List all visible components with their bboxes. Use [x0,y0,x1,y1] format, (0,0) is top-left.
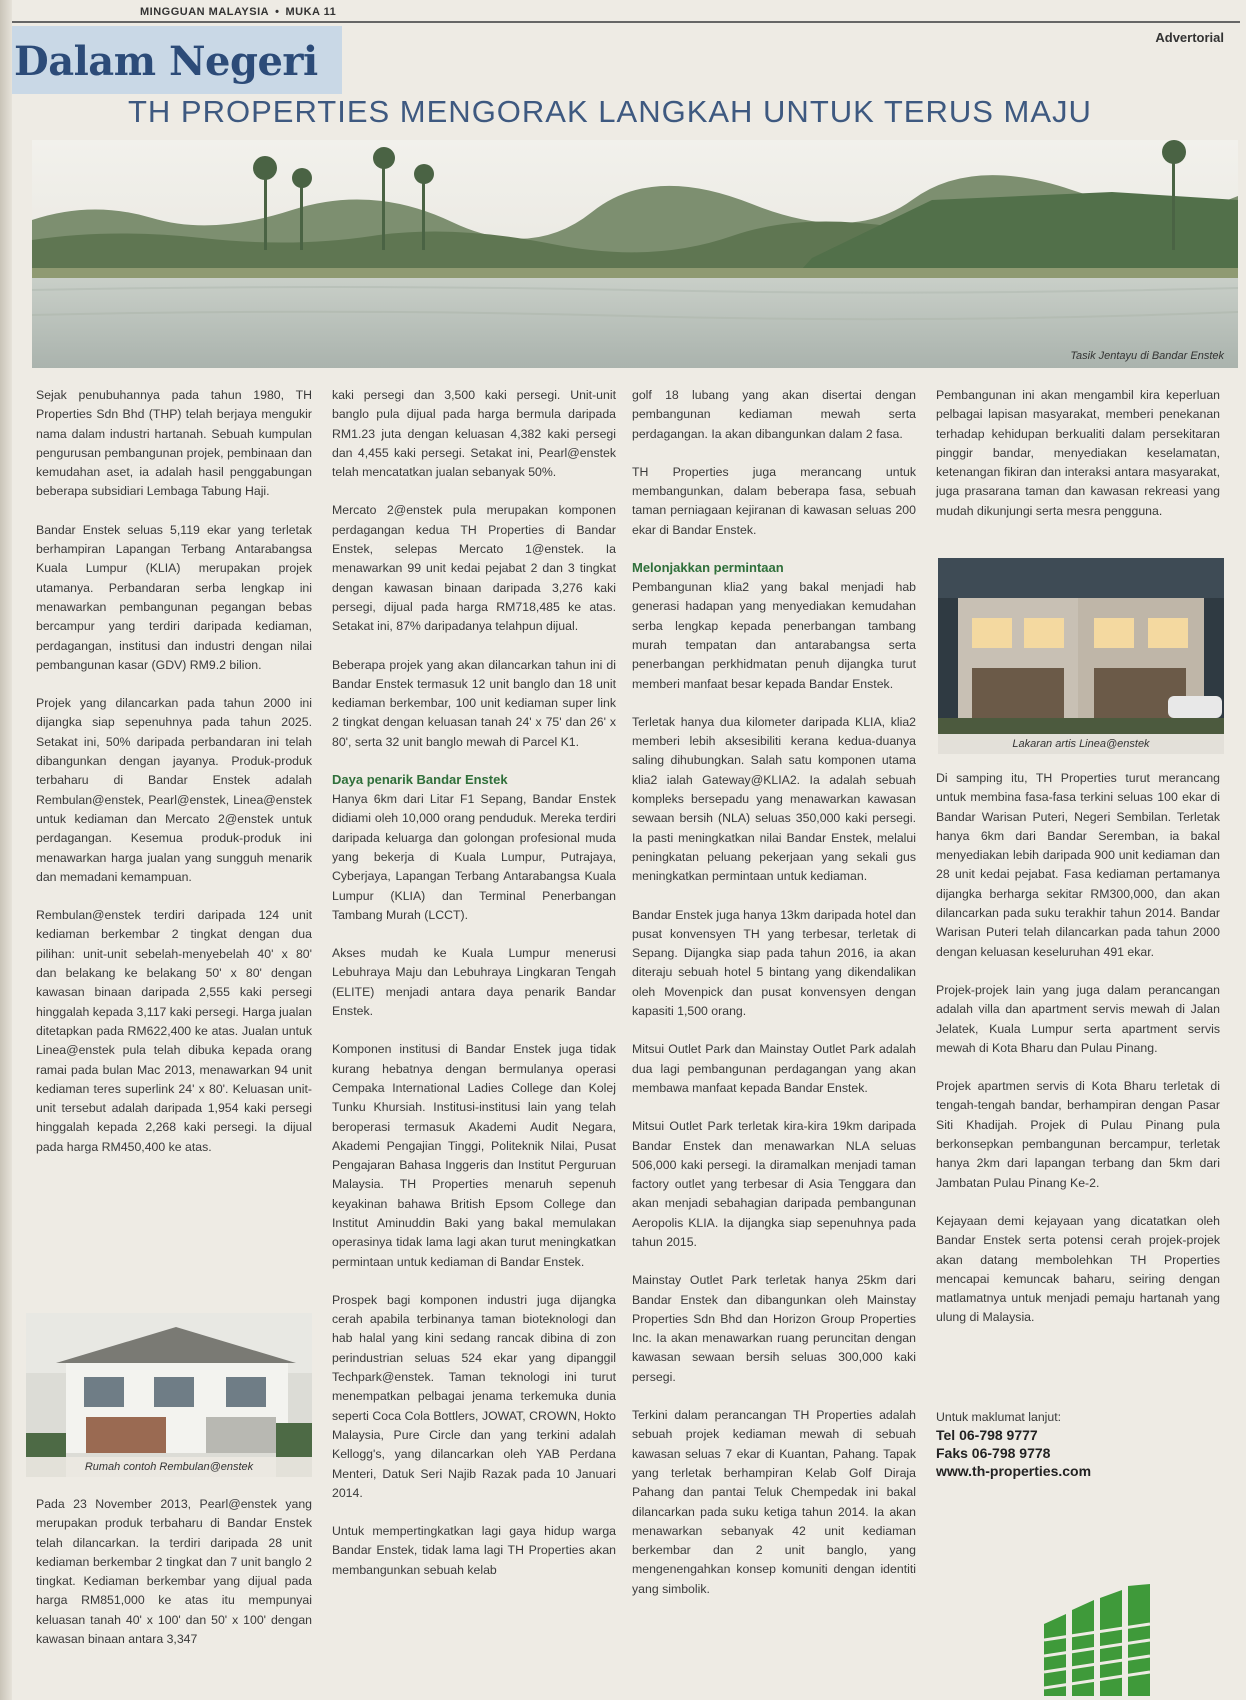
rembulan-house-photo [26,1313,312,1477]
paragraph: Prospek bagi komponen industri juga dijangka cerah apabila terbinanya taman bioteknologi dan hab halal yang kini sedang rancak dibina di zon perindustrian seluas 524 ekar yang dipanggil Techpark@enstek. Taman teknologi ini turut menempatkan pelbagai jenama terkemuka dunia seperti Coca Cola Bottlers, JOWAT, CROWN, Hokto Malaysia, Pure Circle dan yang terkini adalah Kellogg's, yang dilancarkan oleh YAB Perdana Menteri, Datuk Seri Najib Razak pada 10 Januari 2014. [332,1292,616,1500]
website-link[interactable]: www.th-properties.com [936,1463,1092,1479]
page-number: MUKA 11 [285,6,337,18]
paragraph: Projek-projek lain yang juga dalam perancangan adalah villa dan apartment servis mewah di Jalan Jelatek, Kuala Lumpur serta apartment servis mewah di Kota Bharu dan Pulau Pinang. [936,982,1220,1055]
masthead: MINGGUAN MALAYSIA • MUKA 11 [140,6,337,18]
article-column-1-continued [36,1495,312,1668]
paragraph: Mainstay Outlet Park terletak hanya 25km dari Bandar Enstek dan dibangunkan oleh Mainstay Properties Sdn Bhd dan Horizon Group Properties Inc. Ia akan menawarkan ruang peruncitan dengan kawasan sewaan bersih seluas 300,000 kaki persegi. [632,1273,916,1384]
publication-name: MINGGUAN MALAYSIA [140,6,270,18]
paragraph: Hanya 6km dari Litar F1 Sepang, Bandar Enstek didiami oleh 10,000 orang penduduk. Mereka terdiri daripada keluarga dan golongan profesional muda yang bekerja di Kuala Lumpur, Putrajaya, Cyberjaya, Lapangan Terbang Antarabangsa Kuala Lumpur (KLIA) dan Terminal Penerbangan Tambang Murah (LCCT). [332,792,616,922]
page-fold-shadow [0,0,12,1700]
hero-photo [32,140,1238,368]
paragraph: Akses mudah ke Kuala Lumpur menerusi Lebuhraya Maju dan Lebuhraya Lingkaran Tengah (ELITE) menjadi antara daya penarik Bandar Enstek. [332,946,616,1019]
article-column-4-continued [936,769,1220,1347]
paragraph: Terletak hanya dua kilometer daripada KLIA, klia2 memberi lebih aksesibiliti kerana kedua-duanya saling dihubungkan. Salah satu komponen utama klia2 ialah Gateway@KLIA2. Ia adalah sebuah kompleks bersepadu yang menawarkan kawasan sewaan bersih (NLA) seluas 350,000 kaki persegi. Ia pasti meningkatkan nilai Bandar Enstek, melalui peningkatan peluang pekerjaan yang sekali gus meningkatkan permintaan untuk kediaman. [632,714,916,884]
paragraph: Untuk mempertingkatkan lagi gaya hidup warga Bandar Enstek, tidak lama lagi TH Properties akan membangunkan sebuah kelab [332,1524,616,1577]
paragraph: TH Properties juga merancang untuk membangunkan, dalam beberapa fasa, sebuah taman perniagaan kejiranan di kawasan seluas 200 ekar di Bandar Enstek. [632,464,916,537]
paragraph: Mercato 2@enstek pula merupakan komponen perdagangan kedua TH Properties di Bandar Enstek, selepas Mercato 1@enstek. Ia menawarkan 99 unit kedai pejabat 2 dan 3 tingkat dengan kawasan binaan daripada 3,276 kaki persegi, dijual pada harga RM718,485 ke atas. Setakat ini, 87% daripadanya telahpun dijual. [332,503,616,634]
townhouse-image [938,558,1224,754]
article-column-3 [632,386,916,1618]
article-column-4 [936,386,1220,540]
paragraph: Di samping itu, TH Properties turut merancang untuk membina fasa-fasa terkini seluas 100 ekar di Bandar Warisan Puteri, Negeri Sembilan. Terletak hanya 6km dari Bandar Seremban, ia bakal menyediakan lebih daripada 900 unit kediaman dan 28 unit kedai pejabat. Fasa kediaman pertamanya dijangka berharga sekitar RM300,000, dan akan dilancarkan pada suku terakhir tahun 2014. Bandar Warisan Puteri telah dilancarkan pada tahun 2000 dengan keluasan keseluruhan 491 ekar. [936,771,1220,959]
photo-caption: Lakaran artis Linea@enstek [938,734,1224,754]
contact-info [936,1408,1220,1480]
subheading: Daya penarik Bandar Enstek [332,772,508,788]
paragraph: Terkini dalam perancangan TH Properties adalah sebuah projek kediaman mewah di sebuah kawasan seluas 7 ekar di Kuantan, Pahang. Tapak yang terletak berhampiran Kelab Golf Diraja Pahang dan pantai Teluk Chempedak ini bakal dilancarkan pada suku ketiga tahun 2014. Ia akan menawarkan sebanyak 42 unit kediaman berkembar dan 2 unit banglo, yang mengenengahkan konsep komuniti dengan identiti yang simbolik. [632,1408,916,1596]
contact-label: Untuk maklumat lanjut: [936,1410,1062,1424]
paragraph: Mitsui Outlet Park dan Mainstay Outlet Park adalah dua lagi pembangunan perdagangan yang akan membawa manfaat kepada Bandar Enstek. [632,1042,916,1095]
paragraph: Pembangunan ini akan mengambil kira keperluan pelbagai lapisan masyarakat, memberi penekanan terhadap kehidupan berkualiti dalam persekitaran pinggir bandar, menyediakan keselamatan, ketenangan fikiran dan interaksi antara masyarakat, juga prasarana taman dan kawasan rekreasi yang mudah dikunjungi serta mesra pengguna. [936,388,1220,518]
paragraph: Pada 23 November 2013, Pearl@enstek yang merupakan produk terbaharu di Bandar Enstek telah dilancarkan. Ia terdiri daripada 28 unit kediaman berkembar 2 tingkat dan 7 unit banglo 2 tingkat. Kediaman berkembar yang dijual pada harga RM851,000 ke atas itu mempunyai keluasan tanah 40' x 100' dan 50' x 100' dengan kawasan binaan antara 3,347 [36,1497,312,1647]
lake-landscape-image [32,140,1238,368]
paragraph: Mitsui Outlet Park terletak kira-kira 19km daripada Bandar Enstek dan menawarkan NLA seluas 506,000 kaki persegi. Ia diramalkan menjadi taman factory outlet yang terbesar di Asia Tenggara dan akan menjadi sebahagian daripada pembangunan Aeropolis KLIA. Ia dijangka siap sepenuhnya pada tahun 2015. [632,1119,916,1249]
hero-caption: Tasik Jentayu di Bandar Enstek [1070,350,1224,362]
paragraph: kaki persegi dan 3,500 kaki persegi. Unit-unit banglo pula dijual pada harga bermula daripada RM1.23 juta dengan keluasan 4,382 kaki persegi dan 4,455 kaki persegi. Setakat ini, Pearl@enstek telah mencatatkan jualan sebanyak 50%. [332,388,616,480]
subheading: Melonjakkan permintaan [632,560,784,576]
article-column-2 [332,386,616,1599]
paragraph: Beberapa projek yang akan dilancarkan tahun ini di Bandar Enstek termasuk 12 unit banglo dan 18 unit kediaman berkembar, 100 unit kediaman super link 2 tingkat dengan keluasan tanah 24' x 75' dan 26' x 80', serta 32 unit banglo mewah di Parcel K1. [332,657,616,749]
paragraph: Projek apartmen servis di Kota Bharu terletak di tengah-tengah bandar, berhampiran dengan Pasar Siti Khadijah. Projek di Pulau Pinang pula berkonsepkan pembangunan bercampur, terletak hanya 2km dari lapangan terbang dan 5km dari Jambatan Pulau Pinang Ke-2. [936,1079,1220,1190]
paragraph: golf 18 lubang yang akan disertai dengan pembangunan kediaman mewah serta perdagangan. Ia akan dibangunkan dalam 2 fasa. [632,388,916,441]
article-column-1 [36,386,312,1176]
house-image [26,1313,312,1477]
photo-caption: Rumah contoh Rembulan@enstek [26,1457,312,1477]
telephone-number: Tel 06-798 9777 [936,1427,1038,1443]
article-headline: TH PROPERTIES MENGORAK LANGKAH UNTUK TERUS MAJU [128,94,1092,129]
paragraph: Bandar Enstek juga hanya 13km daripada hotel dan pusat konvensyen TH yang terbesar, terletak di Sepang. Dijangka siap pada tahun 2016, ia akan diteraju sebuah hotel 5 bintang yang dikendalikan oleh Movenpick dan pusat konvensyen dengan kapasiti 1,500 orang. [632,907,916,1019]
fax-number: Faks 06-798 9778 [936,1445,1051,1461]
section-title: Dalam Negeri [14,38,318,85]
masthead-rule [12,21,1240,23]
advertorial-label: Advertorial [1155,30,1224,45]
paragraph: Bandar Enstek seluas 5,119 ekar yang terletak berhampiran Lapangan Terbang Antarabangsa Kuala Lumpur (KLIA) merupakan projek utamanya. Perbandaran serba lengkap ini menawarkan pembangunan pegangan bebas bercampur yang terdiri daripada kediaman, perdagangan, institusi dan industri dengan nilai pembangunan kasar (GDV) RM9.2 bilion. [36,522,312,672]
paragraph: Sejak penubuhannya pada tahun 1980, TH Properties Sdn Bhd (THP) telah berjaya mengukir nama dalam industri hartanah. Sebuah kumpulan pengurusan pembangunan projek, pembinaan dan kemudahan aset, ia adalah hasil penggabungan beberapa subsidiari Lembaga Tabung Haji. [36,388,312,499]
linea-artist-impression [938,558,1224,754]
paragraph: Projek yang dilancarkan pada tahun 2000 ini dijangka siap sepenuhnya pada tahun 2025. Setakat ini, 50% daripada perbandaran ini telah dibangunkan dengan jayanya. Produk-produk terbaharu di Bandar Enstek adalah Rembulan@enstek, Pearl@enstek, Linea@enstek untuk kediaman dan Mercato 2@enstek untuk perdagangan. Kesemua produk-produk ini menawarkan harga jualan yang sungguh menarik dan memadani kemampuan. [36,696,312,884]
paragraph: Pembangunan klia2 yang bakal menjadi hab generasi hadapan yang menyediakan kemudahan serba lengkap kepada penerbangan tambang murah tempatan dan antarabangsa serta penerbangan perkhidmatan penuh dijangka turut memberi manfaat besar kepada Bandar Enstek. [632,580,916,691]
paragraph: Komponen institusi di Bandar Enstek juga tidak kurang hebatnya dengan bermulanya operasi Cempaka International Ladies College dan Kolej Tunku Khursiah. Institusi-institusi lain yang telah beroperasi termasuk Akademi Audit Negara, Akademi Pengajian Tinggi, Politeknik Nilai, Pusat Pengajaran Bahasa Inggeris dan Institut Perguruan Malaysia. TH Properties menaruh sepenuh keyakinan bahawa British Epsom College dan Institut Aminuddin Baki yang bakal memulakan operasinya tidak lama lagi akan turut meningkatkan permintaan untuk kediaman di Bandar Enstek. [332,1042,616,1269]
paragraph: Kejayaan demi kejayaan yang dicatatkan oleh Bandar Enstek serta potensi cerah projek-projek akan datang membolehkan TH Properties mencapai kemuncak baharu, seiring dengan matlamatnya untuk menjadi pemaju hartanah yang ulung di Malaysia. [936,1213,1220,1325]
th-properties-logo-icon [1044,1584,1150,1696]
paragraph: Rembulan@enstek terdiri daripada 124 unit kediaman berkembar 2 tingkat dengan dua pilihan: unit-unit sebelah-menyebelah 40' x 80' dan belakang ke belakang 50' x 80' dengan kawasan binaan daripada 2,555 kaki persegi hinggalah kepada 3,117 kaki persegi. Harga jualan ditetapkan pada RM622,400 ke atas. Jualan untuk Linea@enstek pula telah dibuka kepada orang ramai pada bulan Mac 2013, menawarkan 94 unit kediaman teres superlink 24' x 80'. Keluasan unit-unit tersebut adalah daripada 1,954 kaki persegi hinggalah kepada 2,268 kaki persegi. Ia dijual pada harga RM450,400 ke atas. [36,908,312,1154]
